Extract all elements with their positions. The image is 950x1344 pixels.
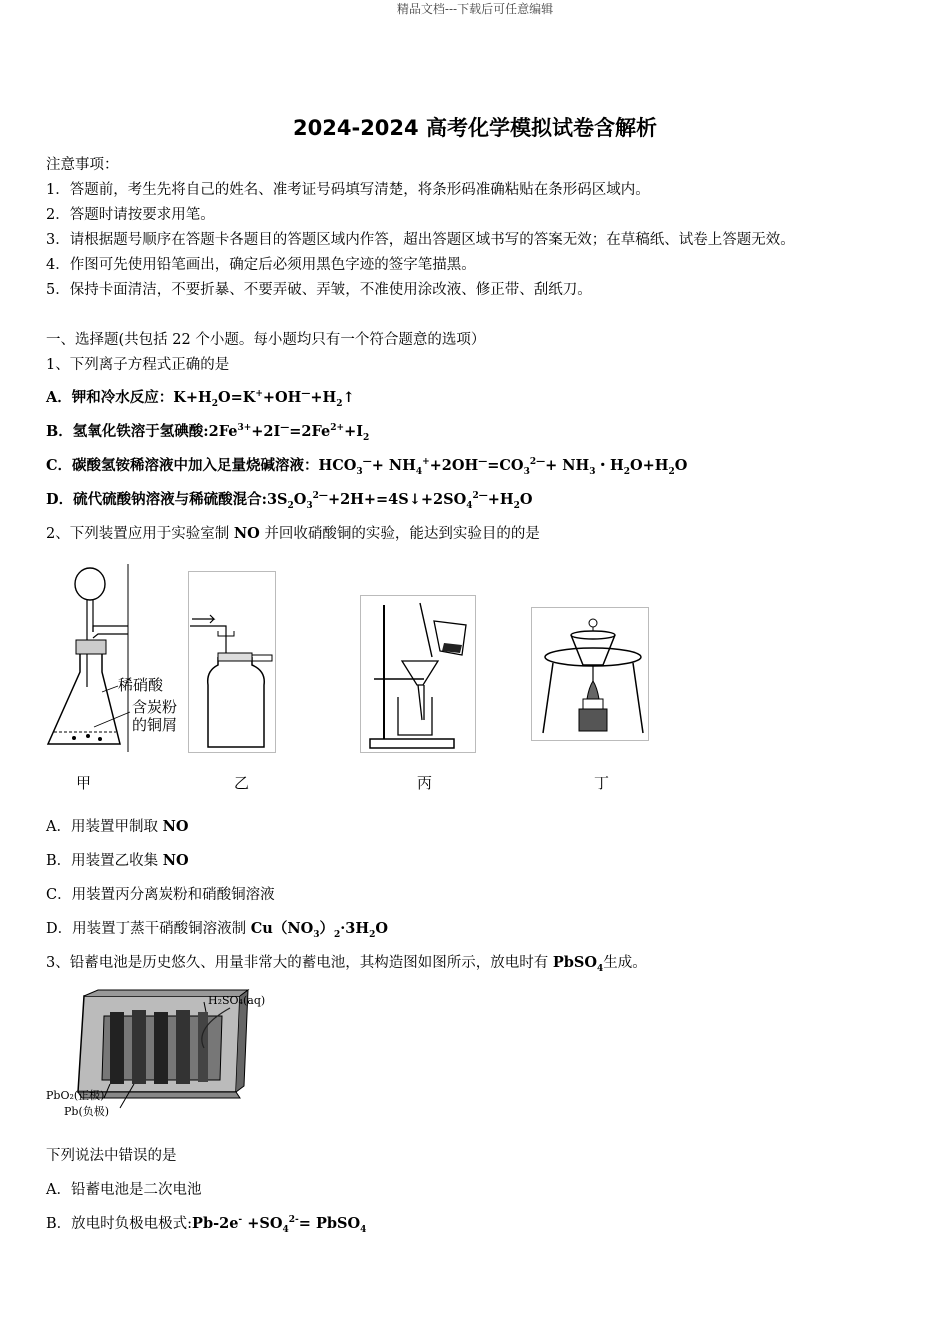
q2-option-a: A．用装置甲制取 NO xyxy=(46,818,189,835)
q2-option-d: D．用装置丁蒸干硝酸铜溶液制 $Cu(NO_3)_2\cdot 3H_2O$ xyxy=(46,920,388,940)
caption-bing: 丙 xyxy=(417,774,433,792)
caption-jia: 甲 xyxy=(76,774,92,792)
caption-ding: 丁 xyxy=(594,774,610,792)
notice-item-2: 2．答题时请按要求用笔。 xyxy=(46,207,215,223)
apparatus-ding-figure xyxy=(531,607,649,741)
q3-option-b: B．放电时负极电极式:Pb-2e- $+SO_4^{2-}=$ PbSO$_4$ xyxy=(46,1215,367,1235)
label-pb-negative: Pb(负极) xyxy=(64,1105,110,1118)
apparatus-bing-figure xyxy=(360,595,476,753)
page-title: 2024-2024 高考化学模拟试卷含解析 xyxy=(293,116,657,140)
label-copper-scraps: 的铜屑 xyxy=(132,716,178,734)
caption-yi: 乙 xyxy=(234,774,250,792)
notice-item-3: 3．请根据题号顺序在答题卡各题目的答题区域内作答，超出答题区域书写的答案无效；在草稿纸、试卷上答题无效。 xyxy=(46,232,795,248)
label-carbon-powder: 含炭粉 xyxy=(132,698,178,716)
q2-option-b: B．用装置乙收集 NO xyxy=(46,852,189,869)
q1-option-a: A．钾和冷水反应：$K+H_2O=K^++OH^—+H_2↑$ xyxy=(46,389,355,409)
q3-option-a: A．铅蓄电池是二次电池 xyxy=(46,1182,202,1198)
question-2-stem: 2、下列装置应用于实验室制 NO 并回收硝酸铜的实验，能达到实验目的的是 xyxy=(46,525,540,542)
notice-item-4: 4．作图可先使用铅笔画出，确定后必须用黑色字迹的签字笔描黑。 xyxy=(46,257,476,273)
notice-heading: 注意事项： xyxy=(46,157,119,173)
apparatus-yi-figure xyxy=(188,571,276,753)
label-h2so4: H₂SO₄(aq) xyxy=(208,994,266,1007)
question-3-stem: 3、铅蓄电池是历史悠久、用量非常大的蓄电池，其构造图如图所示，放电时有 PbSO$_4$生成。 xyxy=(46,954,647,974)
apparatus-jia-labels xyxy=(118,676,177,734)
q1-option-d: D．硫代硫酸钠溶液与稀硫酸混合$:3S_2O_3^{2—}+2H+=4S↓+2SO_4^{2—}+H_2O$ xyxy=(46,491,533,511)
q1-option-b: B．氢氧化铁溶于氢碘酸$:2Fe^{3+}+2I^—=2Fe^{2+}+I_2$ xyxy=(46,423,370,443)
notice-item-5: 5．保持卡面清洁，不要折暴、不要弄破、弄皱，不准使用涂改液、修正带、刮纸刀。 xyxy=(46,282,592,298)
section-heading: 一、选择题(共包括 22 个小题。每小题均只有一个符合题意的选项） xyxy=(46,332,486,348)
label-dilute-nitric-acid: 稀硝酸 xyxy=(118,676,164,694)
notice-item-1: 1．答题前，考生先将自己的姓名、准考证号码填写清楚，将条形码准确粘贴在条形码区域内。 xyxy=(46,182,650,198)
q3-sub-stem: 下列说法中错误的是 xyxy=(46,1148,177,1164)
question-1-stem: 1、下列离子方程式正确的是 xyxy=(46,357,230,373)
page-header: 精品文档---下载后可任意编辑 xyxy=(396,2,554,16)
q1-option-c: C．碳酸氢铵稀溶液中加入足量烧碱溶液：$HCO_3^—+ NH_4^++2OH^—=CO_3^{2—}+ NH_3$・$H_2O+H_2O$ xyxy=(46,457,688,477)
label-pbo2-positive: PbO₂(正极) xyxy=(46,1089,105,1102)
q2-option-c: C．用装置丙分离炭粉和硝酸铜溶液 xyxy=(46,887,275,903)
